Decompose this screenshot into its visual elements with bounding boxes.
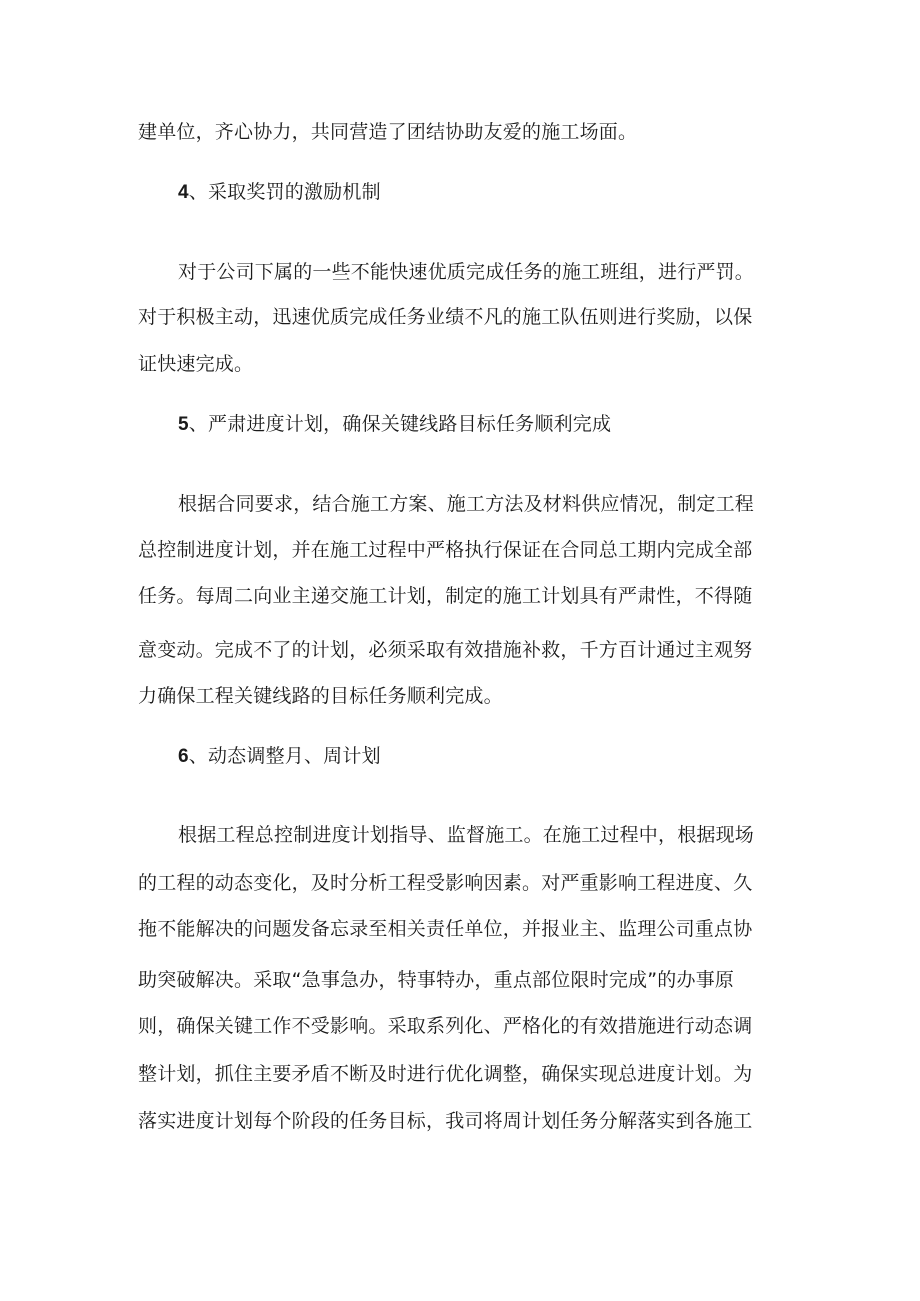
section-4-heading [178,180,381,205]
paragraph-line: 任务。每周二向业主递交施工计划，制定的施工计划具有严肃性，不得随 [138,585,753,607]
paragraph-line: 拖不能解决的问题发备忘录至相关责任单位，并报业主、监理公司重点协 [138,918,753,940]
paragraph-line: 总控制进度计划，并在施工过程中严格执行保证在合同总工期内完成全部 [138,539,753,561]
section-6-number: 6 [178,746,189,767]
section-5-number: 5 [178,414,189,435]
paragraph-line: 根据合同要求，结合施工方案、施工方法及材料供应情况，制定工程 [178,493,755,515]
paragraph-line: 力确保工程关键线路的目标任务顺利完成。 [138,685,503,707]
paragraph-line: 对于公司下属的一些不能快速优质完成任务的施工班组，进行严罚。 [178,261,755,283]
paragraph-line: 证快速完成。 [138,353,254,375]
paragraph-line: 建单位，齐心协力，共同营造了团结协助友爱的施工场面。 [138,121,638,143]
paragraph-line: 对于积极主动，迅速优质完成任务业绩不凡的施工队伍则进行奖励，以保 [138,306,753,328]
section-4-title: 、采取奖罚的激励机制 [188,181,381,203]
section-4-number: 4 [178,182,189,203]
paragraph-line: 则，确保关键工作不受影响。采取系列化、严格化的有效措施进行动态调 [138,1015,753,1037]
paragraph-line: 助突破解决。采取“急事急办，特事特办，重点部位限时完成”的办事原 [138,969,735,991]
paragraph-line: 的工程的动态变化，及时分析工程受影响因素。对严重影响工程进度、久 [138,872,753,894]
section-6-heading [178,744,381,769]
paragraph-line: 落实进度计划每个阶段的任务目标，我司将周计划任务分解落实到各施工 [138,1110,753,1132]
section-5-heading [178,412,611,437]
section-5-title: 、严肃进度计划，确保关键线路目标任务顺利完成 [188,413,612,435]
paragraph-line: 意变动。完成不了的计划，必须采取有效措施补救，千方百计通过主观努 [138,639,753,661]
paragraph-line: 整计划，抓住主要矛盾不断及时进行优化调整，确保实现总进度计划。为 [138,1063,753,1085]
paragraph-line: 根据工程总控制进度计划指导、监督施工。在施工过程中，根据现场 [178,824,755,846]
section-6-title: 、动态调整月、周计划 [188,745,381,767]
